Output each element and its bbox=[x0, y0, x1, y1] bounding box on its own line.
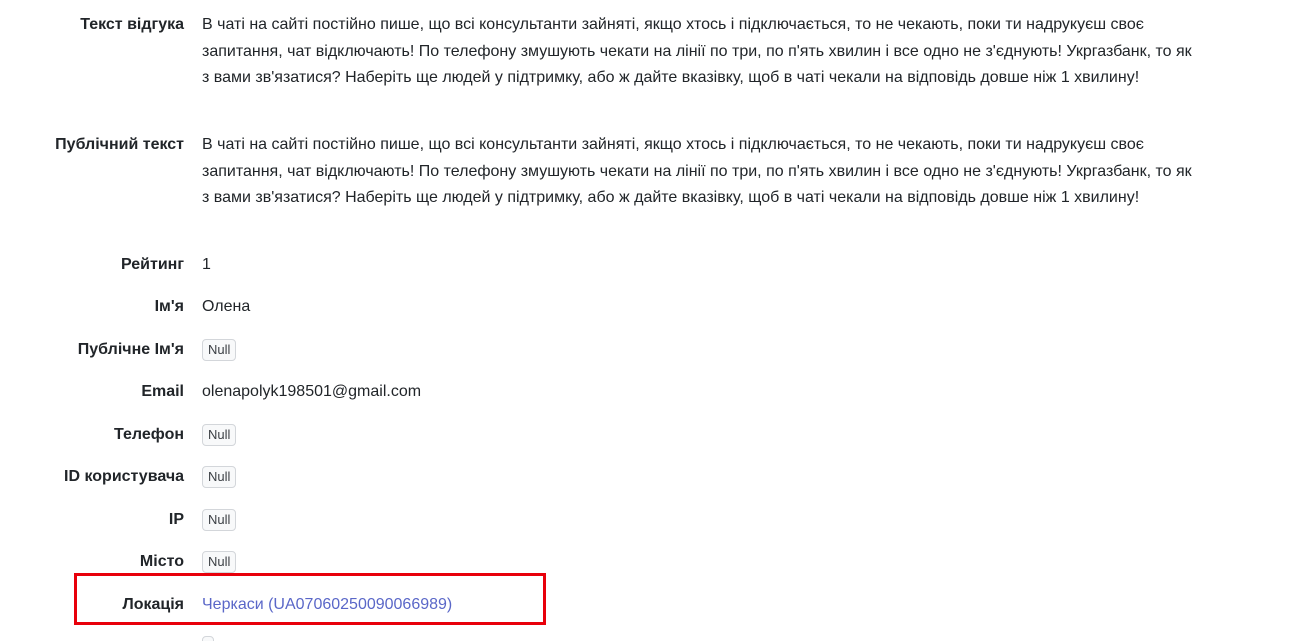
next-row-badge bbox=[202, 636, 214, 641]
rating-value: 1 bbox=[202, 256, 211, 273]
public-name-null-badge: Null bbox=[202, 339, 236, 361]
public-text-value: В чаті на сайті постійно пише, що всі консультанти зайняті, якщо хтось і підключається, то не чекають, поки ти надрукуєш своє запитання, чат відключають! По телефону змушують чекати на лінії по три, по п'ять хвилин і все одно не з'єднують! Укргазбанк, то як з вами зв'язатися? Наберіть ще людей у підтримку, або ж дайте вказівку, щоб в чаті чекали на відповідь довше ніж 1 хвилину! bbox=[202, 136, 1192, 206]
user-id-label: ID користувача bbox=[64, 468, 184, 485]
email-label: Email bbox=[141, 383, 184, 400]
phone-label: Телефон bbox=[114, 426, 184, 443]
public-name-label: Публічне Ім'я bbox=[77, 341, 184, 358]
review-text-value: В чаті на сайті постійно пише, що всі консультанти зайняті, якщо хтось і підключається, то не чекають, поки ти надрукуєш своє запитання, чат відключають! По телефону змушують чекати на лінії по три, по п'ять хвилин і все одно не з'єднують! Укргазбанк, то як з вами зв'язатися? Наберіть ще людей у підтримку, або ж дайте вказівку, щоб в чаті чекали на відповідь довше ніж 1 хвилину! bbox=[202, 16, 1192, 86]
email-value: olenapolyk198501@gmail.com bbox=[202, 383, 422, 400]
name-value: Олена bbox=[202, 298, 251, 315]
public-text-label: Публічний текст bbox=[55, 136, 184, 153]
rating-label: Рейтинг bbox=[120, 256, 184, 273]
ip-label: IP bbox=[168, 511, 184, 528]
review-text-label: Текст відгука bbox=[80, 16, 184, 33]
city-null-badge: Null bbox=[202, 551, 236, 573]
phone-null-badge: Null bbox=[202, 424, 236, 446]
highlight-annotation bbox=[74, 573, 546, 625]
next-row-partial bbox=[0, 630, 1315, 641]
location-label: Локація bbox=[122, 596, 184, 613]
name-label: Ім'я bbox=[154, 298, 184, 315]
ip-null-badge: Null bbox=[202, 509, 236, 531]
location-link[interactable]: Черкаси (UA07060250090066989) bbox=[202, 596, 453, 613]
city-label: Місто bbox=[139, 553, 184, 570]
user-id-null-badge: Null bbox=[202, 466, 236, 488]
